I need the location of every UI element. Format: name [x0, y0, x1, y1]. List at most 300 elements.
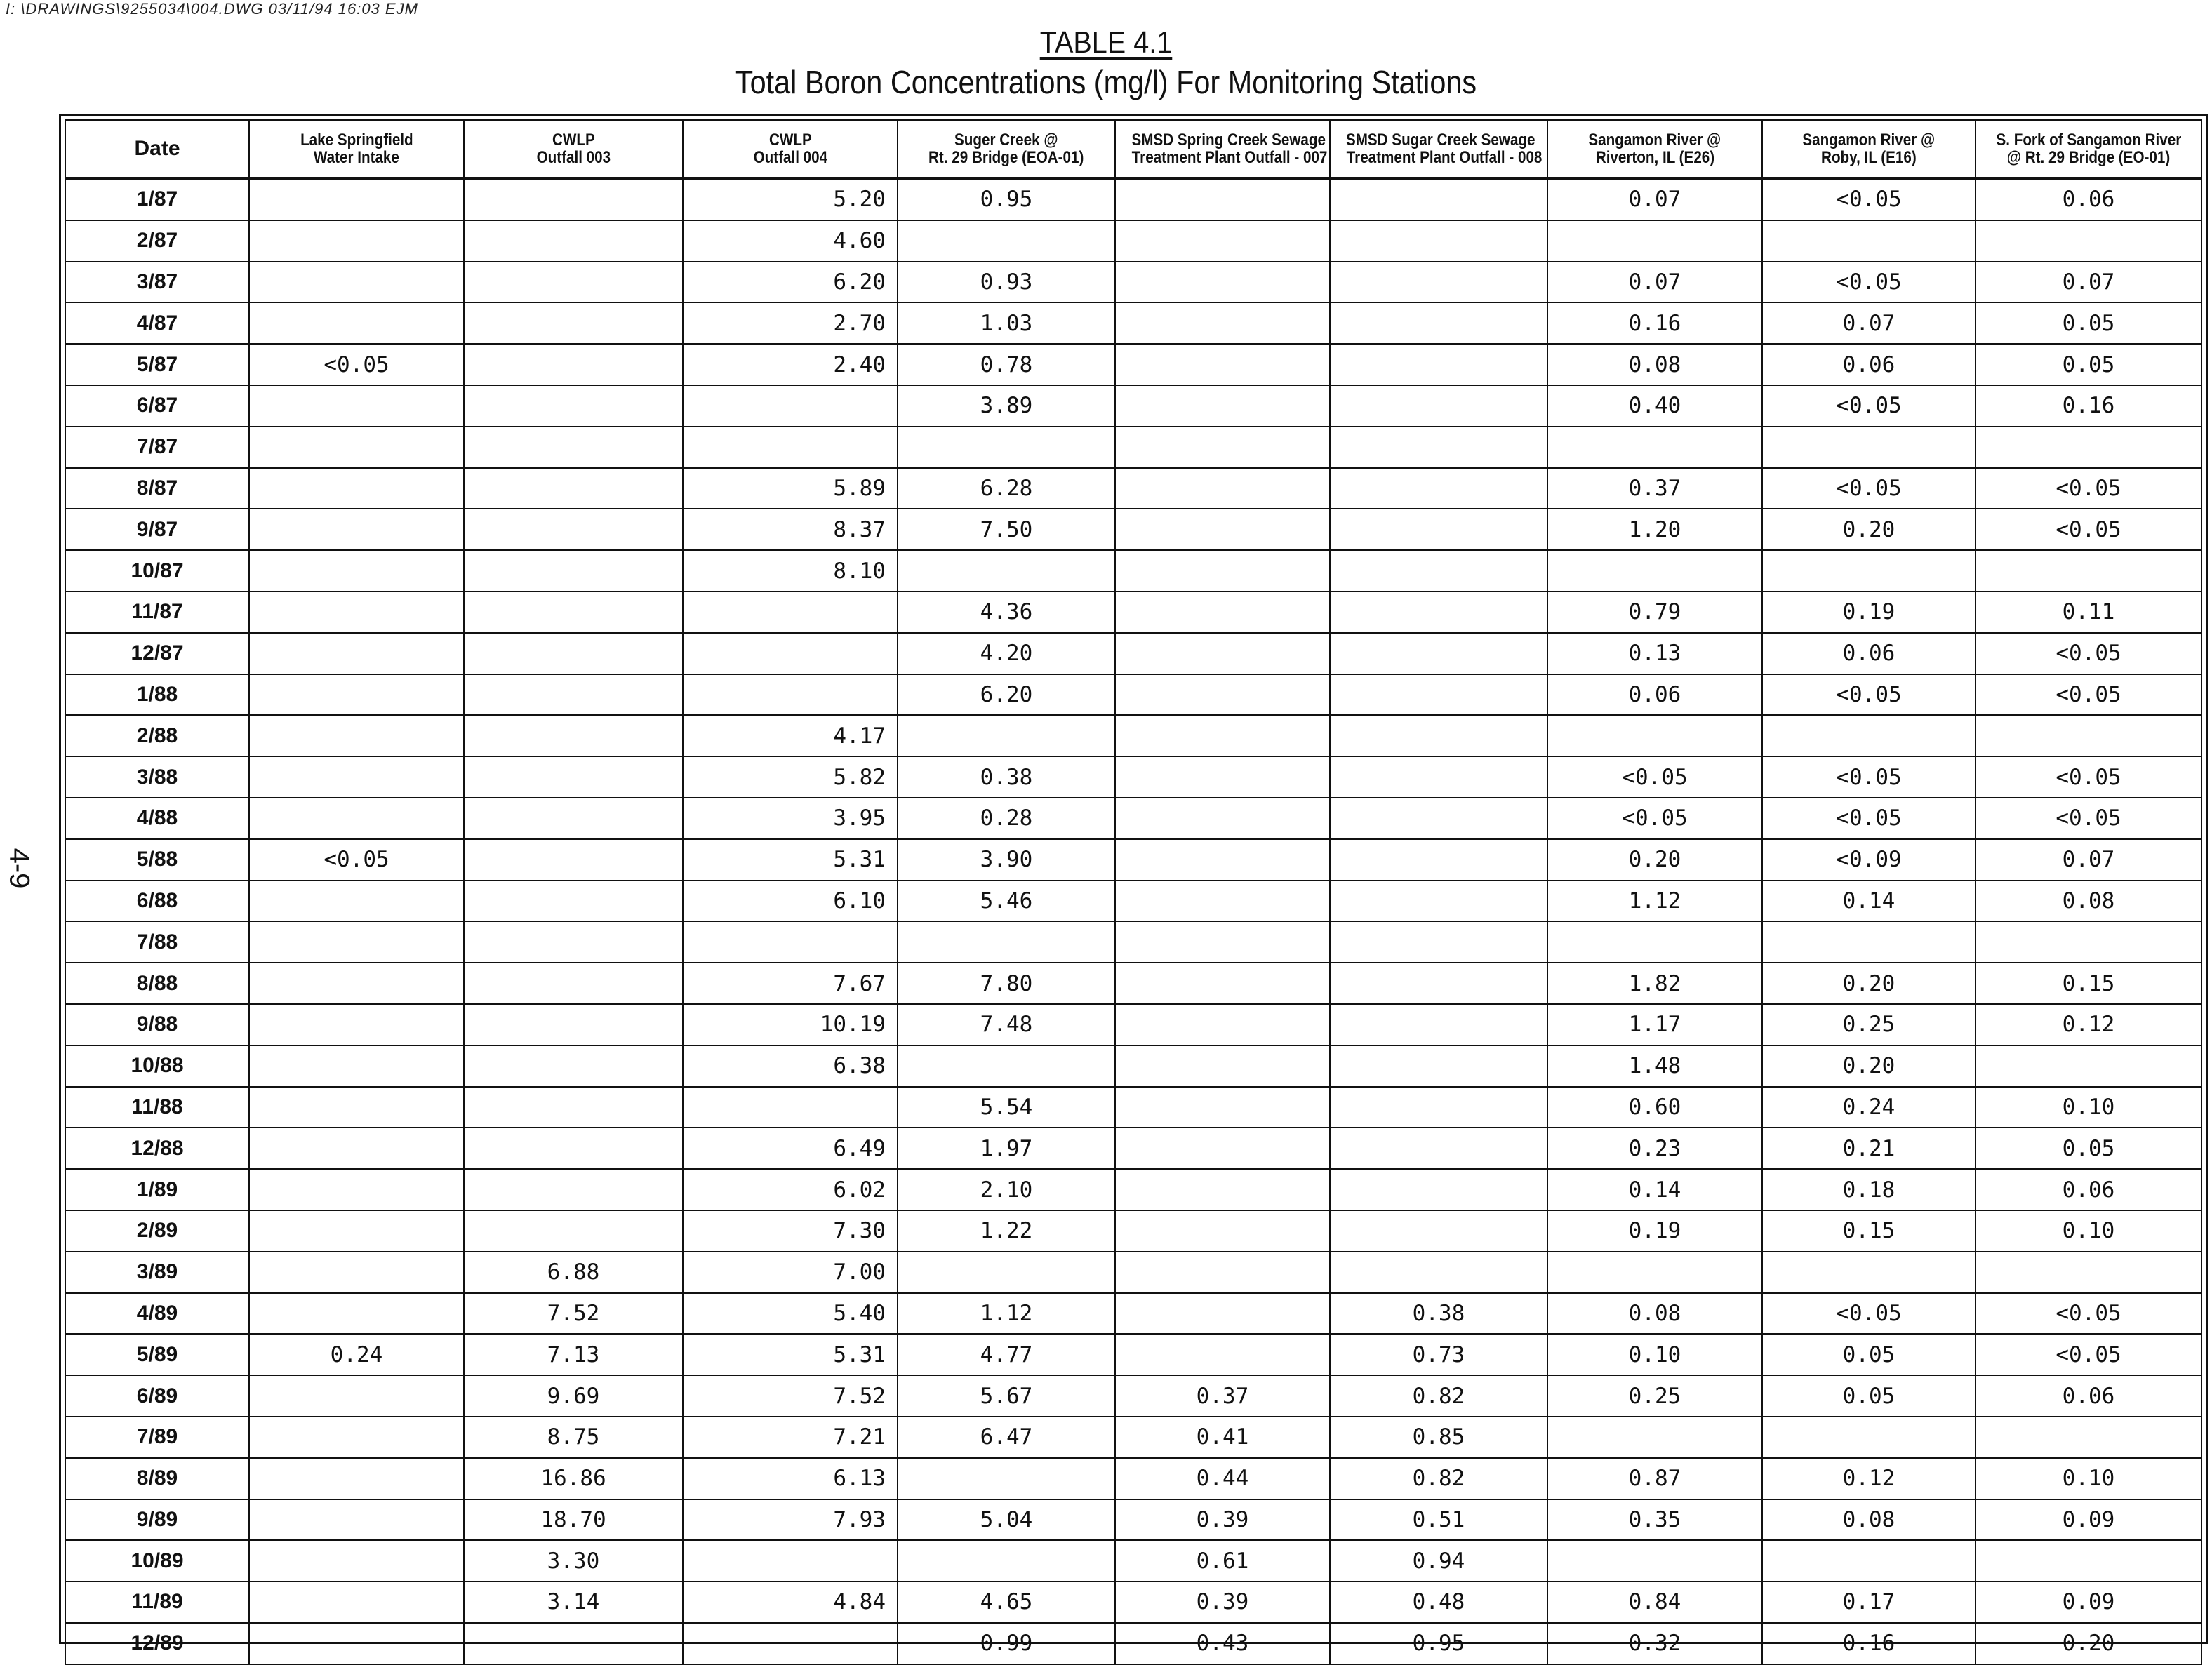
cell-cwlp-outfall-004: 6.13 [683, 1458, 898, 1499]
table-row [65, 963, 2201, 1004]
cell-sangamon-riverton: 0.16 [1547, 302, 1762, 344]
cell-cwlp-outfall-004 [683, 1623, 898, 1664]
cell-smsd-spring-creek-007 [1115, 839, 1330, 881]
cell-smsd-sugar-creek-008 [1330, 262, 1547, 303]
cell-sangamon-roby: 0.15 [1762, 1210, 1976, 1252]
table-row [65, 385, 2201, 427]
cell-sangamon-riverton: 0.35 [1547, 1499, 1762, 1541]
cell-smsd-spring-creek-007 [1115, 963, 1330, 1004]
column-header-south-fork-sangamon [1976, 120, 2201, 178]
cell-cwlp-outfall-003: 7.13 [464, 1334, 683, 1375]
cell-suger-creek-rt29: 3.90 [898, 839, 1115, 881]
cell-lake-springfield-water-intake [249, 550, 464, 591]
cell-cwlp-outfall-004: 8.10 [683, 550, 898, 591]
date-cell: 4/87 [65, 302, 249, 344]
cell-lake-springfield-water-intake [249, 963, 464, 1004]
column-header-line: S. Fork of Sangamon River [1996, 131, 2181, 149]
cell-sangamon-riverton [1547, 1417, 1762, 1458]
cell-south-fork-sangamon: <0.05 [1976, 1334, 2201, 1375]
cell-lake-springfield-water-intake [249, 633, 464, 674]
cell-suger-creek-rt29 [898, 1252, 1115, 1293]
date-cell: 7/89 [65, 1417, 249, 1458]
cell-smsd-sugar-creek-008: 0.38 [1330, 1293, 1547, 1335]
cell-sangamon-riverton: 0.07 [1547, 178, 1762, 220]
cell-sangamon-riverton [1547, 220, 1762, 262]
date-cell: 6/88 [65, 881, 249, 922]
cell-smsd-spring-creek-007 [1115, 881, 1330, 922]
column-header-line: CWLP [552, 131, 595, 149]
cell-south-fork-sangamon: <0.05 [1976, 1293, 2201, 1335]
cell-smsd-spring-creek-007 [1115, 1293, 1330, 1335]
cell-cwlp-outfall-003: 6.88 [464, 1252, 683, 1293]
cell-sangamon-roby: 0.12 [1762, 1458, 1976, 1499]
cell-smsd-sugar-creek-008: 0.82 [1330, 1375, 1547, 1417]
cell-suger-creek-rt29: 7.48 [898, 1004, 1115, 1045]
cell-suger-creek-rt29: 3.89 [898, 385, 1115, 427]
table-row [65, 1582, 2201, 1623]
date-cell: 4/89 [65, 1293, 249, 1335]
cell-sangamon-roby: 0.17 [1762, 1582, 1976, 1623]
cell-lake-springfield-water-intake [249, 1128, 464, 1169]
cell-smsd-spring-creek-007: 0.43 [1115, 1623, 1330, 1664]
cell-smsd-sugar-creek-008 [1330, 715, 1547, 756]
date-cell: 9/89 [65, 1499, 249, 1541]
cell-suger-creek-rt29: 0.93 [898, 262, 1115, 303]
cell-sangamon-riverton: 1.20 [1547, 509, 1762, 550]
cell-sangamon-roby: 0.20 [1762, 509, 1976, 550]
cell-cwlp-outfall-004 [683, 674, 898, 716]
cell-cwlp-outfall-004: 4.17 [683, 715, 898, 756]
column-header-line: Outfall 004 [753, 148, 827, 167]
cell-smsd-spring-creek-007 [1115, 468, 1330, 509]
cell-smsd-spring-creek-007 [1115, 798, 1330, 839]
cell-sangamon-roby: 0.16 [1762, 1623, 1976, 1664]
cell-cwlp-outfall-004: 6.10 [683, 881, 898, 922]
page-number: 4-9 [4, 848, 35, 889]
cell-smsd-sugar-creek-008: 0.51 [1330, 1499, 1547, 1541]
cell-cwlp-outfall-003: 8.75 [464, 1417, 683, 1458]
cell-suger-creek-rt29: 7.50 [898, 509, 1115, 550]
cell-sangamon-roby: 0.24 [1762, 1087, 1976, 1128]
cell-smsd-sugar-creek-008 [1330, 468, 1547, 509]
cell-cwlp-outfall-004: 7.52 [683, 1375, 898, 1417]
cell-cwlp-outfall-003 [464, 839, 683, 881]
cell-cwlp-outfall-003 [464, 1045, 683, 1087]
cell-smsd-sugar-creek-008 [1330, 1004, 1547, 1045]
cell-sangamon-riverton: 0.14 [1547, 1169, 1762, 1210]
cell-suger-creek-rt29: 0.99 [898, 1623, 1115, 1664]
date-cell: 5/88 [65, 839, 249, 881]
cell-cwlp-outfall-003 [464, 1169, 683, 1210]
cell-suger-creek-rt29: 2.10 [898, 1169, 1115, 1210]
column-header-line: Treatment Plant Outfall - 007 [1131, 148, 1328, 167]
cell-sangamon-riverton: 0.32 [1547, 1623, 1762, 1664]
cell-sangamon-roby [1762, 550, 1976, 591]
cell-smsd-sugar-creek-008 [1330, 921, 1547, 963]
cell-cwlp-outfall-003 [464, 550, 683, 591]
cell-suger-creek-rt29 [898, 921, 1115, 963]
column-header-line: Sangamon River @ [1588, 131, 1721, 149]
cell-sangamon-riverton [1547, 1540, 1762, 1582]
cell-south-fork-sangamon: 0.10 [1976, 1210, 2201, 1252]
cell-sangamon-roby [1762, 715, 1976, 756]
cell-south-fork-sangamon: 0.15 [1976, 963, 2201, 1004]
cell-sangamon-riverton: 0.07 [1547, 262, 1762, 303]
cell-cwlp-outfall-004: 7.00 [683, 1252, 898, 1293]
cell-cwlp-outfall-004: 2.70 [683, 302, 898, 344]
cell-lake-springfield-water-intake [249, 1458, 464, 1499]
date-cell: 1/88 [65, 674, 249, 716]
cell-lake-springfield-water-intake [249, 427, 464, 468]
cell-smsd-sugar-creek-008 [1330, 633, 1547, 674]
cell-lake-springfield-water-intake [249, 1252, 464, 1293]
cell-lake-springfield-water-intake [249, 385, 464, 427]
cell-sangamon-roby: 0.18 [1762, 1169, 1976, 1210]
cell-smsd-spring-creek-007: 0.61 [1115, 1540, 1330, 1582]
table-row [65, 220, 2201, 262]
cell-cwlp-outfall-004: 10.19 [683, 1004, 898, 1045]
column-header-suger-creek-rt29 [898, 120, 1115, 178]
cell-suger-creek-rt29 [898, 1045, 1115, 1087]
cell-sangamon-roby: 0.05 [1762, 1375, 1976, 1417]
cell-south-fork-sangamon [1976, 715, 2201, 756]
cell-smsd-spring-creek-007 [1115, 220, 1330, 262]
cell-lake-springfield-water-intake: <0.05 [249, 344, 464, 385]
cell-smsd-spring-creek-007 [1115, 427, 1330, 468]
cell-smsd-sugar-creek-008: 0.48 [1330, 1582, 1547, 1623]
cell-lake-springfield-water-intake [249, 591, 464, 633]
cell-smsd-spring-creek-007 [1115, 1128, 1330, 1169]
cell-south-fork-sangamon: <0.05 [1976, 756, 2201, 798]
cell-cwlp-outfall-003 [464, 1128, 683, 1169]
column-header-line: Riverton, IL (E26) [1595, 148, 1714, 167]
cell-smsd-sugar-creek-008 [1330, 344, 1547, 385]
cell-smsd-sugar-creek-008 [1330, 1087, 1547, 1128]
table-row [65, 468, 2201, 509]
cell-lake-springfield-water-intake [249, 756, 464, 798]
cell-suger-creek-rt29 [898, 550, 1115, 591]
cell-smsd-spring-creek-007 [1115, 344, 1330, 385]
column-header-smsd-sugar-creek-008 [1330, 120, 1547, 178]
cell-south-fork-sangamon [1976, 921, 2201, 963]
cell-cwlp-outfall-004: 8.37 [683, 509, 898, 550]
cell-cwlp-outfall-003 [464, 674, 683, 716]
cell-south-fork-sangamon: 0.10 [1976, 1458, 2201, 1499]
cell-sangamon-roby: 0.20 [1762, 963, 1976, 1004]
column-header-line: @ Rt. 29 Bridge (EO-01) [2006, 148, 2171, 167]
cell-sangamon-riverton [1547, 1252, 1762, 1293]
cell-cwlp-outfall-003 [464, 427, 683, 468]
cell-smsd-spring-creek-007 [1115, 756, 1330, 798]
cell-suger-creek-rt29: 4.36 [898, 591, 1115, 633]
column-header-line: SMSD Sugar Creek Sewage [1345, 131, 1535, 149]
table-row [65, 674, 2201, 716]
cell-sangamon-roby: <0.05 [1762, 178, 1976, 220]
cell-south-fork-sangamon: <0.05 [1976, 633, 2201, 674]
cell-suger-creek-rt29: 5.46 [898, 881, 1115, 922]
cell-smsd-sugar-creek-008 [1330, 1128, 1547, 1169]
cell-smsd-sugar-creek-008: 0.85 [1330, 1417, 1547, 1458]
column-header-line: Date [134, 136, 180, 160]
cell-lake-springfield-water-intake [249, 1004, 464, 1045]
table-label-text: TABLE 4.1 [1039, 25, 1173, 60]
date-cell: 7/87 [65, 427, 249, 468]
column-header-line: SMSD Spring Creek Sewage [1131, 131, 1326, 149]
cell-smsd-sugar-creek-008 [1330, 427, 1547, 468]
cell-south-fork-sangamon: 0.07 [1976, 262, 2201, 303]
cell-suger-creek-rt29: 4.65 [898, 1582, 1115, 1623]
cell-smsd-spring-creek-007 [1115, 1334, 1330, 1375]
date-cell: 10/87 [65, 550, 249, 591]
cell-smsd-sugar-creek-008 [1330, 963, 1547, 1004]
date-cell: 2/89 [65, 1210, 249, 1252]
cell-suger-creek-rt29 [898, 715, 1115, 756]
date-cell: 2/87 [65, 220, 249, 262]
cell-cwlp-outfall-004: 5.40 [683, 1293, 898, 1335]
table-row [65, 1375, 2201, 1417]
table-row [65, 1004, 2201, 1045]
cell-suger-creek-rt29: 4.20 [898, 633, 1115, 674]
cell-lake-springfield-water-intake [249, 798, 464, 839]
cell-cwlp-outfall-003: 18.70 [464, 1499, 683, 1541]
cell-sangamon-riverton: 0.60 [1547, 1087, 1762, 1128]
cell-smsd-sugar-creek-008 [1330, 591, 1547, 633]
cell-lake-springfield-water-intake [249, 178, 464, 220]
cell-lake-springfield-water-intake: 0.24 [249, 1334, 464, 1375]
cell-sangamon-riverton: 1.82 [1547, 963, 1762, 1004]
cell-sangamon-riverton: 0.23 [1547, 1128, 1762, 1169]
cell-suger-creek-rt29: 1.03 [898, 302, 1115, 344]
column-header-line: Suger Creek @ [954, 131, 1058, 149]
column-header-cwlp-outfall-004 [683, 120, 898, 178]
cell-smsd-sugar-creek-008 [1330, 798, 1547, 839]
cell-cwlp-outfall-004 [683, 427, 898, 468]
cell-lake-springfield-water-intake [249, 468, 464, 509]
cell-cwlp-outfall-004: 5.20 [683, 178, 898, 220]
cell-smsd-spring-creek-007 [1115, 550, 1330, 591]
cell-smsd-spring-creek-007 [1115, 591, 1330, 633]
cell-cwlp-outfall-003 [464, 715, 683, 756]
cell-cwlp-outfall-003 [464, 1210, 683, 1252]
cell-south-fork-sangamon: 0.16 [1976, 385, 2201, 427]
cell-smsd-sugar-creek-008: 0.95 [1330, 1623, 1547, 1664]
cell-suger-creek-rt29: 0.28 [898, 798, 1115, 839]
cell-cwlp-outfall-004: 6.20 [683, 262, 898, 303]
cell-smsd-spring-creek-007: 0.39 [1115, 1499, 1330, 1541]
cell-south-fork-sangamon: 0.09 [1976, 1499, 2201, 1541]
cell-lake-springfield-water-intake: <0.05 [249, 839, 464, 881]
column-header-line: Lake Springfield [300, 131, 413, 149]
cell-smsd-sugar-creek-008 [1330, 1169, 1547, 1210]
table-row [65, 1458, 2201, 1499]
cell-sangamon-riverton: 0.20 [1547, 839, 1762, 881]
cell-suger-creek-rt29: 4.77 [898, 1334, 1115, 1375]
cell-smsd-spring-creek-007: 0.37 [1115, 1375, 1330, 1417]
cell-sangamon-roby: <0.05 [1762, 798, 1976, 839]
date-cell: 1/87 [65, 178, 249, 220]
cell-smsd-spring-creek-007: 0.41 [1115, 1417, 1330, 1458]
cell-sangamon-roby: 0.19 [1762, 591, 1976, 633]
column-header-sangamon-roby [1762, 120, 1976, 178]
cell-suger-creek-rt29: 5.04 [898, 1499, 1115, 1541]
cell-smsd-sugar-creek-008 [1330, 1045, 1547, 1087]
cell-smsd-sugar-creek-008 [1330, 550, 1547, 591]
cell-smsd-sugar-creek-008: 0.73 [1330, 1334, 1547, 1375]
cell-sangamon-roby [1762, 921, 1976, 963]
cell-lake-springfield-water-intake [249, 509, 464, 550]
table-row [65, 1499, 2201, 1541]
cell-lake-springfield-water-intake [249, 1169, 464, 1210]
cell-cwlp-outfall-003 [464, 881, 683, 922]
table-label [111, 25, 2102, 60]
cell-sangamon-roby [1762, 427, 1976, 468]
cell-smsd-sugar-creek-008 [1330, 385, 1547, 427]
cell-sangamon-riverton: 0.25 [1547, 1375, 1762, 1417]
column-header-line: Sangamon River @ [1802, 131, 1936, 149]
cell-sangamon-riverton: 0.19 [1547, 1210, 1762, 1252]
cell-smsd-sugar-creek-008 [1330, 1210, 1547, 1252]
date-cell: 5/89 [65, 1334, 249, 1375]
cell-cwlp-outfall-003 [464, 220, 683, 262]
cell-cwlp-outfall-003: 3.30 [464, 1540, 683, 1582]
cell-cwlp-outfall-003 [464, 633, 683, 674]
table-row [65, 262, 2201, 303]
cell-south-fork-sangamon: 0.10 [1976, 1087, 2201, 1128]
table-row [65, 1128, 2201, 1169]
cell-south-fork-sangamon: 0.05 [1976, 1128, 2201, 1169]
cell-cwlp-outfall-004: 7.21 [683, 1417, 898, 1458]
cell-lake-springfield-water-intake [249, 1375, 464, 1417]
cell-sangamon-riverton: 0.08 [1547, 344, 1762, 385]
cell-sangamon-riverton: 0.40 [1547, 385, 1762, 427]
date-cell: 12/89 [65, 1623, 249, 1664]
cell-smsd-sugar-creek-008 [1330, 1252, 1547, 1293]
cell-smsd-spring-creek-007 [1115, 385, 1330, 427]
boron-concentration-table [65, 119, 2202, 1665]
column-header-cwlp-outfall-003 [464, 120, 683, 178]
cell-lake-springfield-water-intake [249, 1293, 464, 1335]
table-row [65, 756, 2201, 798]
date-cell: 2/88 [65, 715, 249, 756]
cell-smsd-spring-creek-007 [1115, 1045, 1330, 1087]
date-cell: 5/87 [65, 344, 249, 385]
header-row [65, 120, 2201, 178]
table-row [65, 715, 2201, 756]
cell-cwlp-outfall-004: 4.84 [683, 1582, 898, 1623]
cell-south-fork-sangamon [1976, 220, 2201, 262]
cell-smsd-sugar-creek-008 [1330, 509, 1547, 550]
cell-sangamon-roby [1762, 220, 1976, 262]
cell-smsd-spring-creek-007 [1115, 674, 1330, 716]
cell-smsd-spring-creek-007 [1115, 178, 1330, 220]
date-cell: 8/87 [65, 468, 249, 509]
cell-sangamon-roby: <0.05 [1762, 468, 1976, 509]
cell-suger-creek-rt29: 6.47 [898, 1417, 1115, 1458]
cell-cwlp-outfall-004: 5.31 [683, 839, 898, 881]
cell-cwlp-outfall-003: 3.14 [464, 1582, 683, 1623]
date-cell: 9/88 [65, 1004, 249, 1045]
cell-cwlp-outfall-003 [464, 262, 683, 303]
cell-sangamon-roby: 0.14 [1762, 881, 1976, 922]
cell-sangamon-roby: 0.21 [1762, 1128, 1976, 1169]
cell-smsd-sugar-creek-008 [1330, 881, 1547, 922]
cell-sangamon-riverton [1547, 550, 1762, 591]
cell-south-fork-sangamon: <0.05 [1976, 798, 2201, 839]
cell-cwlp-outfall-003 [464, 1623, 683, 1664]
cell-cwlp-outfall-004: 7.67 [683, 963, 898, 1004]
cell-smsd-spring-creek-007 [1115, 715, 1330, 756]
cell-sangamon-riverton: 1.17 [1547, 1004, 1762, 1045]
cell-sangamon-roby: <0.05 [1762, 674, 1976, 716]
cell-south-fork-sangamon [1976, 427, 2201, 468]
date-cell: 6/87 [65, 385, 249, 427]
table-body [65, 178, 2201, 1664]
cell-smsd-spring-creek-007 [1115, 633, 1330, 674]
cell-sangamon-riverton [1547, 715, 1762, 756]
column-header-line: Outfall 003 [536, 148, 611, 167]
cell-cwlp-outfall-004 [683, 633, 898, 674]
cell-sangamon-riverton: 0.37 [1547, 468, 1762, 509]
cell-south-fork-sangamon: <0.05 [1976, 468, 2201, 509]
table-title: Total Boron Concentrations (mg/l) For Monitoring Stations [735, 64, 1477, 100]
column-header-line: Water Intake [314, 148, 399, 167]
cell-south-fork-sangamon: 0.06 [1976, 178, 2201, 220]
cell-lake-springfield-water-intake [249, 674, 464, 716]
column-header-line: Rt. 29 Bridge (EOA-01) [928, 148, 1084, 167]
cell-smsd-spring-creek-007 [1115, 1087, 1330, 1128]
cell-sangamon-riverton [1547, 427, 1762, 468]
cell-sangamon-roby: <0.05 [1762, 1293, 1976, 1335]
cell-sangamon-riverton: 0.10 [1547, 1334, 1762, 1375]
cell-sangamon-roby: <0.05 [1762, 385, 1976, 427]
date-cell: 10/88 [65, 1045, 249, 1087]
cell-south-fork-sangamon: 0.12 [1976, 1004, 2201, 1045]
cell-cwlp-outfall-003: 9.69 [464, 1375, 683, 1417]
date-cell: 4/88 [65, 798, 249, 839]
cell-smsd-spring-creek-007 [1115, 262, 1330, 303]
cell-cwlp-outfall-003 [464, 385, 683, 427]
cell-sangamon-riverton: 0.87 [1547, 1458, 1762, 1499]
cell-lake-springfield-water-intake [249, 715, 464, 756]
date-cell: 12/88 [65, 1128, 249, 1169]
cell-smsd-spring-creek-007 [1115, 1252, 1330, 1293]
cell-cwlp-outfall-004: 2.40 [683, 344, 898, 385]
cell-south-fork-sangamon: 0.05 [1976, 302, 2201, 344]
cell-lake-springfield-water-intake [249, 1210, 464, 1252]
cell-sangamon-riverton: 0.84 [1547, 1582, 1762, 1623]
cell-smsd-spring-creek-007 [1115, 1004, 1330, 1045]
cell-smsd-spring-creek-007: 0.39 [1115, 1582, 1330, 1623]
cell-smsd-spring-creek-007 [1115, 509, 1330, 550]
table-row [65, 633, 2201, 674]
table-row [65, 178, 2201, 220]
table-row [65, 839, 2201, 881]
table-row [65, 1293, 2201, 1335]
cell-sangamon-roby: 0.06 [1762, 633, 1976, 674]
date-cell: 6/89 [65, 1375, 249, 1417]
cell-smsd-sugar-creek-008 [1330, 839, 1547, 881]
date-cell: 10/89 [65, 1540, 249, 1582]
cell-cwlp-outfall-003 [464, 756, 683, 798]
cell-sangamon-roby [1762, 1417, 1976, 1458]
cell-suger-creek-rt29: 6.28 [898, 468, 1115, 509]
cell-cwlp-outfall-003 [464, 509, 683, 550]
cell-sangamon-riverton: 1.12 [1547, 881, 1762, 922]
date-cell: 11/89 [65, 1582, 249, 1623]
cell-suger-creek-rt29: 5.54 [898, 1087, 1115, 1128]
cell-suger-creek-rt29: 1.97 [898, 1128, 1115, 1169]
cell-cwlp-outfall-003 [464, 302, 683, 344]
